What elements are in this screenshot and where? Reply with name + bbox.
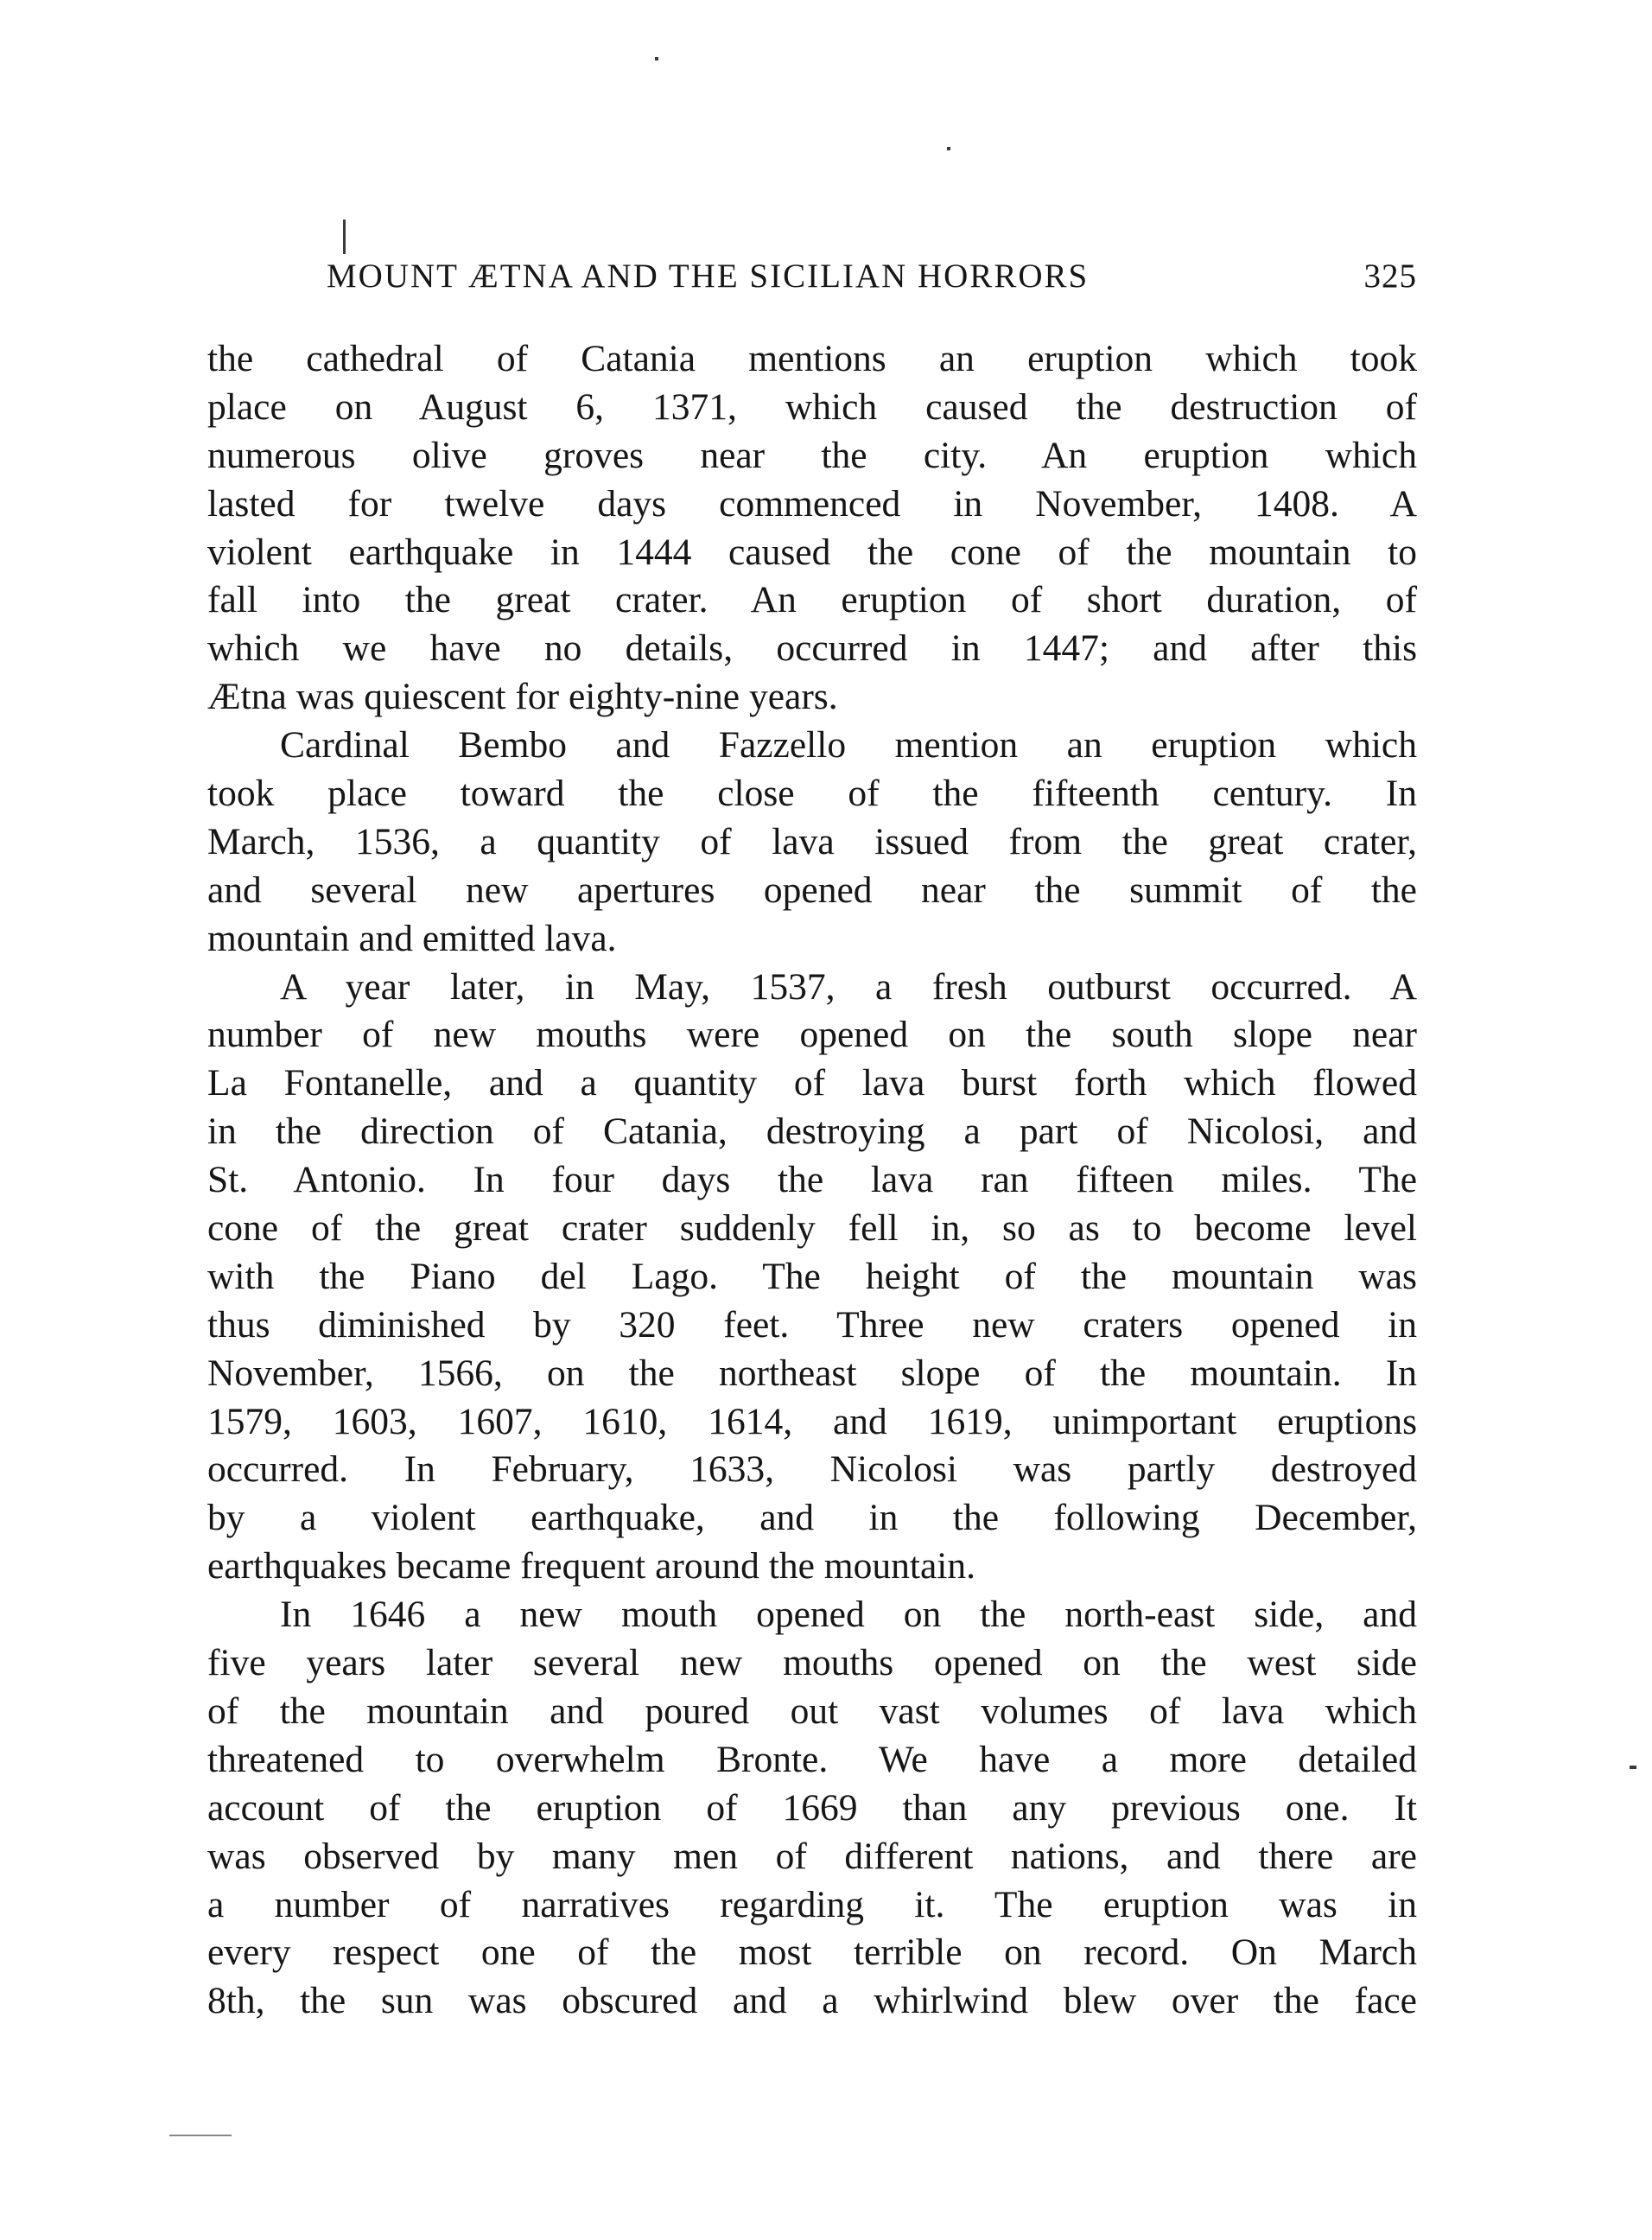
text-line: occurred. In February, 1633, Nicolosi was partly destroyed <box>207 1448 1417 1491</box>
running-head <box>327 242 1417 311</box>
text-line: five years later several new mouths opened on the west side <box>207 1642 1417 1684</box>
text-line: fall into the great crater. An eruption of short duration, of <box>207 579 1417 621</box>
text-line: account of the eruption of 1669 than any previous one. It <box>207 1786 1417 1829</box>
text-line: A year later, in May, 1537, a fresh outburst occurred. A <box>280 965 1417 1008</box>
text-line: Ætna was quiescent for eighty-nine years. <box>207 676 838 718</box>
text-line: every respect one of the most terrible on record. On March <box>207 1931 1417 1974</box>
text-line: cone of the great crater suddenly fell in, so as to become level <box>207 1207 1417 1250</box>
text-line: number of new mouths were opened on the south slope near <box>207 1014 1417 1056</box>
page-number: 325 <box>1363 258 1417 295</box>
text-line: which we have no details, occurred in 1447; and after this <box>207 627 1417 670</box>
text-line: 1579, 1603, 1607, 1610, 1614, and 1619, unimportant eruptions <box>207 1400 1417 1442</box>
text-line: In 1646 a new mouth opened on the north-east side, and <box>280 1594 1417 1636</box>
text-line: the cathedral of Catania mentions an eruption which took <box>207 338 1417 379</box>
running-title: MOUNT ÆTNA AND THE SICILIAN HORRORS <box>327 258 1090 295</box>
scan-speck <box>947 147 950 150</box>
scan-speck <box>1630 1766 1636 1769</box>
text-line: earthquakes became frequent around the mountain. <box>207 1545 975 1588</box>
text-line: with the Piano del Lago. The height of the mountain was <box>207 1255 1417 1297</box>
text-line: 8th, the sun was obscured and a whirlwind blew over the face <box>207 1980 1417 2022</box>
scan-speck <box>655 57 658 60</box>
text-line: a number of narratives regarding it. The eruption was in <box>207 1883 1417 1925</box>
text-line: took place toward the close of the fifteenth century. In <box>207 773 1417 815</box>
text-line: by a violent earthquake, and in the following December, <box>207 1497 1417 1539</box>
text-line: in the direction of Catania, destroying a part of Nicolosi, and <box>207 1110 1417 1153</box>
text-line: thus diminished by 320 feet. Three new craters opened in <box>207 1303 1417 1346</box>
text-line: numerous olive groves near the city. An eruption which <box>207 434 1417 476</box>
text-line: threatened to overwhelm Bronte. We have a more detailed <box>207 1738 1417 1780</box>
text-line: violent earthquake in 1444 caused the cone of the mountain to <box>207 531 1417 573</box>
text-line: March, 1536, a quantity of lava issued from the great crater, <box>207 820 1417 862</box>
text-line: St. Antonio. In four days the lava ran fifteen miles. The <box>207 1159 1417 1201</box>
scan-speck <box>169 2135 232 2136</box>
text-line: place on August 6, 1371, which caused the destruction of <box>207 385 1417 428</box>
text-line: Cardinal Bembo and Fazzello mention an eruption which <box>280 724 1417 767</box>
text-line: of the mountain and poured out vast volumes of lava which <box>207 1690 1417 1732</box>
text-line: lasted for twelve days commenced in November, 1408. A <box>207 482 1417 525</box>
text-line: La Fontanelle, and a quantity of lava burst forth which flowed <box>207 1062 1417 1104</box>
text-line: was observed by many men of different nations, and there are <box>207 1835 1417 1877</box>
text-line: mountain and emitted lava. <box>207 917 617 959</box>
body-text <box>207 335 1417 2026</box>
text-line: November, 1566, on the northeast slope of the mountain. In <box>207 1352 1417 1394</box>
text-line: and several new apertures opened near the summit of the <box>207 869 1417 911</box>
